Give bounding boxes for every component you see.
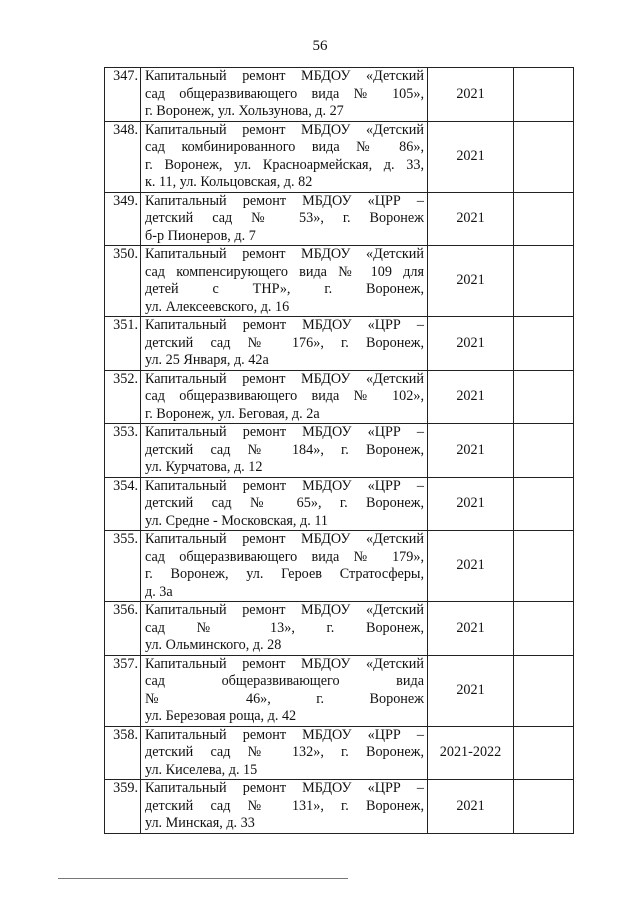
row-number: 358. (105, 726, 141, 780)
description-line: детский сад № 131», г. Воронеж, (145, 797, 424, 814)
description-line: № 46», г. Воронеж (145, 690, 424, 707)
row-number: 350. (105, 246, 141, 317)
table-row (105, 68, 574, 122)
row-number: 349. (105, 192, 141, 246)
page-number: 56 (312, 38, 328, 54)
description-line: ул. Минская, д. 33 (145, 815, 255, 831)
work-year: 2021 (428, 68, 514, 122)
work-description (141, 424, 428, 478)
table-row (105, 121, 574, 192)
row-number: 347. (105, 68, 141, 122)
work-description (141, 192, 428, 246)
description-line: ул. Курчатова, д. 12 (145, 459, 263, 475)
row-number: 353. (105, 424, 141, 478)
description-line: г. Воронеж, ул. Героев Стратосферы, (145, 566, 424, 582)
work-year: 2021 (428, 424, 514, 478)
work-year: 2021 (428, 370, 514, 424)
row-number: 356. (105, 602, 141, 656)
row-number: 355. (105, 531, 141, 602)
note-cell (514, 424, 574, 478)
description-line: Капитальный ремонт МБДОУ «Детский (145, 246, 424, 262)
table-row (105, 531, 574, 602)
description-line: ул. Алексеевского, д. 16 (145, 298, 290, 315)
description-line: сад компенсирующего вида № 109 для (145, 263, 424, 280)
table-row (105, 780, 574, 834)
description-line: ул. 25 Января, д. 42а (145, 352, 269, 368)
description-line: сад общеразвивающего вида № 105», (145, 85, 424, 102)
description-line: г. Воронеж, ул. Красноармейская, д. 33, (145, 156, 424, 173)
note-cell (514, 655, 574, 726)
note-cell (514, 246, 574, 317)
description-line: б-р Пионеров, д. 7 (145, 227, 256, 244)
description-line: сад комбинированного вида № 86», (145, 139, 424, 155)
work-year: 2021 (428, 602, 514, 656)
work-description (141, 317, 428, 371)
row-number: 354. (105, 477, 141, 531)
work-description (141, 780, 428, 834)
work-description (141, 68, 428, 122)
description-line: сад общеразвивающего вида № 102», (145, 388, 424, 404)
table-row (105, 726, 574, 780)
work-description (141, 602, 428, 656)
work-year: 2021 (428, 246, 514, 317)
work-description (141, 121, 428, 192)
work-year: 2021 (428, 531, 514, 602)
work-description (141, 477, 428, 531)
description-line: ул. Ольминского, д. 28 (145, 637, 282, 653)
table-row (105, 192, 574, 246)
description-line: детский сад № 176», г. Воронеж, (145, 334, 424, 351)
work-description (141, 370, 428, 424)
table-row (105, 602, 574, 656)
description-line: д. 3а (145, 583, 173, 600)
work-year: 2021 (428, 317, 514, 371)
work-year: 2021 (428, 655, 514, 726)
description-line: Капитальный ремонт МБДОУ «Детский (145, 121, 424, 138)
note-cell (514, 192, 574, 246)
footer-rule (58, 878, 348, 879)
note-cell (514, 121, 574, 192)
work-year: 2021 (428, 192, 514, 246)
description-line: детский сад № 184», г. Воронеж, (145, 441, 424, 458)
note-cell (514, 68, 574, 122)
description-line: г. Воронеж, ул. Беговая, д. 2а (145, 405, 320, 422)
description-line: сад общеразвивающего вида (145, 673, 424, 689)
work-year: 2021 (428, 477, 514, 531)
note-cell (514, 317, 574, 371)
description-line: Капитальный ремонт МБДОУ «ЦРР – (145, 477, 424, 494)
row-number: 357. (105, 655, 141, 726)
description-line: Капитальный ремонт МБДОУ «ЦРР – (145, 424, 424, 440)
description-line: г. Воронеж, ул. Хользунова, д. 27 (145, 103, 344, 119)
table-row (105, 477, 574, 531)
description-line: сад № 13», г. Воронеж, (145, 619, 424, 636)
description-line: Капитальный ремонт МБДОУ «Детский (145, 531, 424, 547)
description-line: Капитальный ремонт МБДОУ «Детский (145, 655, 424, 672)
table-row (105, 655, 574, 726)
row-number: 351. (105, 317, 141, 371)
work-year: 2021 (428, 121, 514, 192)
description-line: Капитальный ремонт МБДОУ «ЦРР – (145, 317, 424, 333)
work-description (141, 655, 428, 726)
row-number: 359. (105, 780, 141, 834)
note-cell (514, 531, 574, 602)
description-line: ул. Березовая роща, д. 42 (145, 708, 297, 724)
description-line: Капитальный ремонт МБДОУ «Детский (145, 370, 424, 387)
work-description (141, 246, 428, 317)
description-line: детский сад № 132», г. Воронеж, (145, 744, 424, 760)
table-row (105, 246, 574, 317)
table-body (105, 68, 574, 834)
description-line: Капитальный ремонт МБДОУ «ЦРР – (145, 780, 424, 796)
note-cell (514, 370, 574, 424)
work-year: 2021 (428, 780, 514, 834)
work-description (141, 726, 428, 780)
description-line: Капитальный ремонт МБДОУ «Детский (145, 68, 424, 84)
description-line: детский сад № 65», г. Воронеж, (145, 495, 424, 511)
description-line: Капитальный ремонт МБДОУ «Детский (145, 602, 424, 618)
description-line: детей с ТНР», г. Воронеж, (145, 281, 424, 297)
table-row (105, 370, 574, 424)
description-line: сад общеразвивающего вида № 179», (145, 548, 424, 565)
note-cell (514, 780, 574, 834)
row-number: 348. (105, 121, 141, 192)
work-description (141, 531, 428, 602)
table-row (105, 317, 574, 371)
description-line: ул. Средне - Московская, д. 11 (145, 512, 328, 529)
note-cell (514, 726, 574, 780)
note-cell (514, 602, 574, 656)
description-line: Капитальный ремонт МБДОУ «ЦРР – (145, 192, 424, 209)
note-cell (514, 477, 574, 531)
works-table (104, 67, 574, 834)
description-line: Капитальный ремонт МБДОУ «ЦРР – (145, 726, 424, 743)
description-line: к. 11, ул. Кольцовская, д. 82 (145, 174, 313, 190)
description-line: детский сад № 53», г. Воронеж (145, 210, 424, 226)
description-line: ул. Киселева, д. 15 (145, 761, 258, 778)
row-number: 352. (105, 370, 141, 424)
table-row (105, 424, 574, 478)
work-year: 2021-2022 (428, 726, 514, 780)
